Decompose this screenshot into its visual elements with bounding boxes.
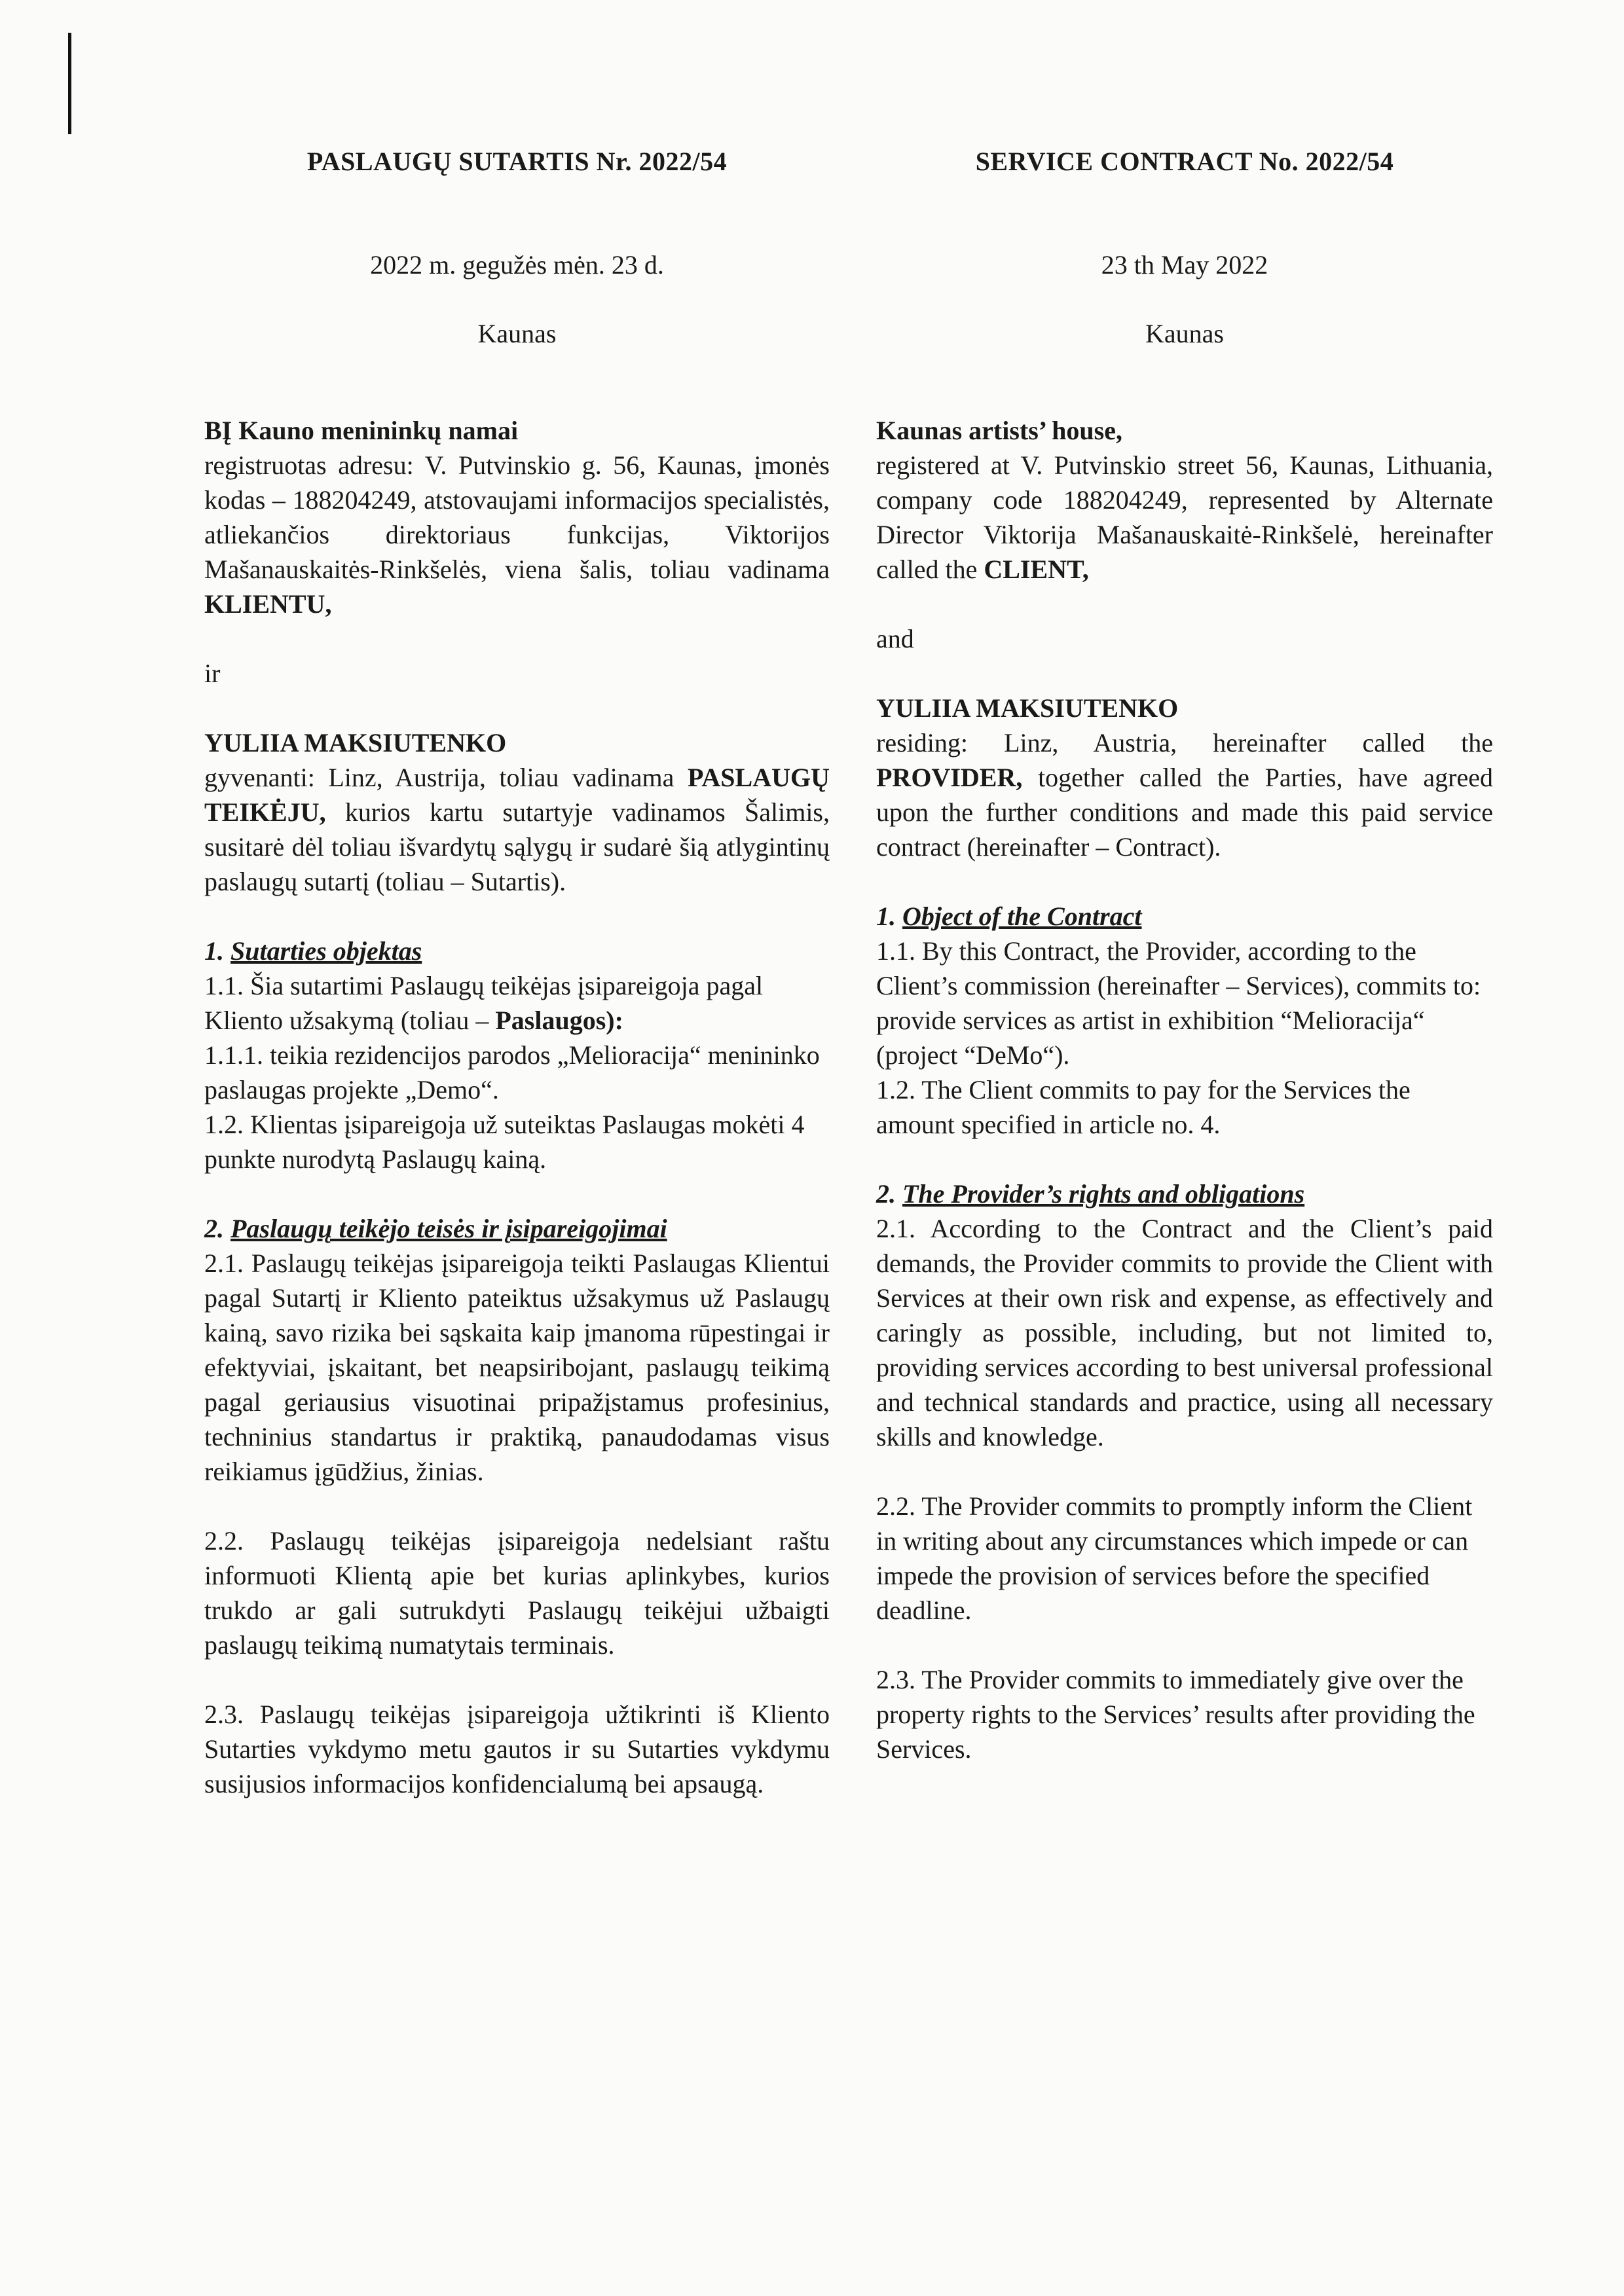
en-section-1-heading [876,899,1493,934]
en-client-details: registered at V. Putvinskio street 56, Kaunas, Lithuania, company code 188204249, represented by Alternate Director Viktorija Mašanauskaitė-Rinkšelė, hereinafter called the [876,450,1493,584]
en-provider-paragraph [876,725,1493,864]
lithuanian-column [204,144,830,1801]
lt-provider-details: gyvenanti: Linz, Austrija, toliau vadinama [204,763,674,792]
en-title: SERVICE CONTRACT No. 2022/54 [975,147,1394,176]
en-section-2-title: The Provider’s rights and obligations [902,1179,1305,1209]
lt-clause-1-1-bold: Paslaugos): [495,1006,623,1035]
lt-section-1-title: Sutarties objektas [231,936,422,966]
lt-provider-role: PASLAUGŲ TEIKĖJU, [204,763,830,827]
lt-date: 2022 m. gegužės mėn. 23 d. [370,250,664,280]
lt-clause-1-1-text: 1.1. Šia sutartimi Paslaugų teikėjas įsipareigoja pagal Kliento užsakymą (toliau – [204,971,764,1035]
lt-title: PASLAUGŲ SUTARTIS Nr. 2022/54 [306,147,728,176]
lt-section-1-heading [204,934,830,968]
lt-provider-tail: kurios kartu sutartyje vadinamos Šalimis, susitarė dėl toliau išvardytų sąlygų ir sudarė šią atlygintinų paslaugų sutartį (toliau – Sutartis). [204,797,830,896]
lt-clause-1-1-1: 1.1.1. teikia rezidencijos parodos „Melioracija“ menininko paslaugas projekte „Demo“. [204,1040,820,1104]
en-section-2-heading [876,1176,1493,1211]
en-section-1-number: 1. [876,902,896,931]
lt-client-role: KLIENTU, [204,589,332,619]
lt-clause-2-1: 2.1. Paslaugų teikėjas įsipareigoja teikti Paslaugas Klientui pagal Sutartį ir Kliento pateiktus užsakymus už Paslaugų kainą, savo rizika bei sąskaita kaip įmanoma rūpestingai ir efektyviai, įskaitant, bet neapsiribojant, paslaugų teikimą pagal geriausius visuotinai pripažįstamus profesinius, techninius standartus ir praktiką, panaudodamas visus reikiamus įgūdžius, žinias. [204,1248,830,1486]
en-client-role: CLIENT, [984,555,1089,584]
lt-clause-2-2: 2.2. Paslaugų teikėjas įsipareigoja nedelsiant raštu informuoti Klientą apie bet kurias aplinkybes, kurios trukdo ar gali sutrukdyti Paslaugų teikėjui užbaigti paslaugų teikimą numatytais terminais. [204,1526,830,1660]
lt-clause-1-2: 1.2. Klientas įsipareigoja už suteiktas Paslaugas mokėti 4 punkte nurodytą Paslaugų kainą. [204,1110,805,1174]
en-section-1-title: Object of the Contract [902,902,1142,931]
en-provider-name: YULIIA MAKSIUTENKO [876,693,1179,723]
lt-clause-2-3: 2.3. Paslaugų teikėjas įsipareigoja užtikrinti iš Kliento Sutarties vykdymo metu gautos ir su Sutarties vykdymu susijusios informacijos konfidencialumą bei apsaugą. [204,1700,830,1798]
en-client-name: Kaunas artists’ house, [876,416,1122,445]
lt-provider-name: YULIIA MAKSIUTENKO [204,728,507,757]
en-provider-tail: together called the Parties, have agreed upon the further conditions and made this paid service contract (hereinafter – Contract). [876,763,1493,862]
en-provider-details: residing: Linz, Austria, hereinafter called the [876,728,1493,757]
margin-mark [68,33,71,134]
lt-client-name: BĮ Kauno menininkų namai [204,416,519,445]
en-clause-2-2: 2.2. The Provider commits to promptly inform the Client in writing about any circumstances which impede or can impede the provision of services before the specified deadline. [876,1491,1473,1625]
lt-and: ir [204,659,221,688]
lt-section-1-number: 1. [204,936,224,966]
lt-client-paragraph [204,448,830,621]
english-column [876,144,1493,1766]
en-provider-role: PROVIDER, [876,763,1023,792]
lt-section-2-heading [204,1211,830,1246]
lt-clause-1-1 [204,968,830,1038]
en-section-2-number: 2. [876,1179,896,1209]
lt-provider-paragraph [204,760,830,899]
lt-section-2-title: Paslaugų teikėjo teisės ir įsipareigojimai [231,1214,667,1243]
en-client-paragraph [876,448,1493,587]
en-and: and [876,624,914,653]
lt-city: Kaunas [477,319,557,348]
en-clause-1-2: 1.2. The Client commits to pay for the Services the amount specified in article no. 4. [876,1075,1411,1139]
lt-section-2-number: 2. [204,1214,224,1243]
en-clause-1-1: 1.1. By this Contract, the Provider, according to the Client’s commission (hereinafter – Services), commits to: provide services as artist in exhibition “Melioracija“ (project “DeMo“). [876,936,1481,1070]
lt-client-details: registruotas adresu: V. Putvinskio g. 56, Kaunas, įmonės kodas – 188204249, atstovaujami informacijos specialistės, atliekančios direktoriaus funkcijas, Viktorijos Mašanauskaitės-Rinkšelės, viena šalis, toliau vadinama [204,450,830,584]
en-clause-2-3: 2.3. The Provider commits to immediately give over the property rights to the Services’ results after providing the Services. [876,1665,1475,1764]
en-clause-2-1: 2.1. According to the Contract and the Client’s paid demands, the Provider commits to provide the Client with Services at their own risk and expense, as effectively and caringly as possible, including, but not limited to, providing services according to best universal professional and technical standards and practice, using all necessary skills and knowledge. [876,1214,1493,1451]
en-date: 23 th May 2022 [1101,250,1268,280]
en-city: Kaunas [1145,319,1224,348]
